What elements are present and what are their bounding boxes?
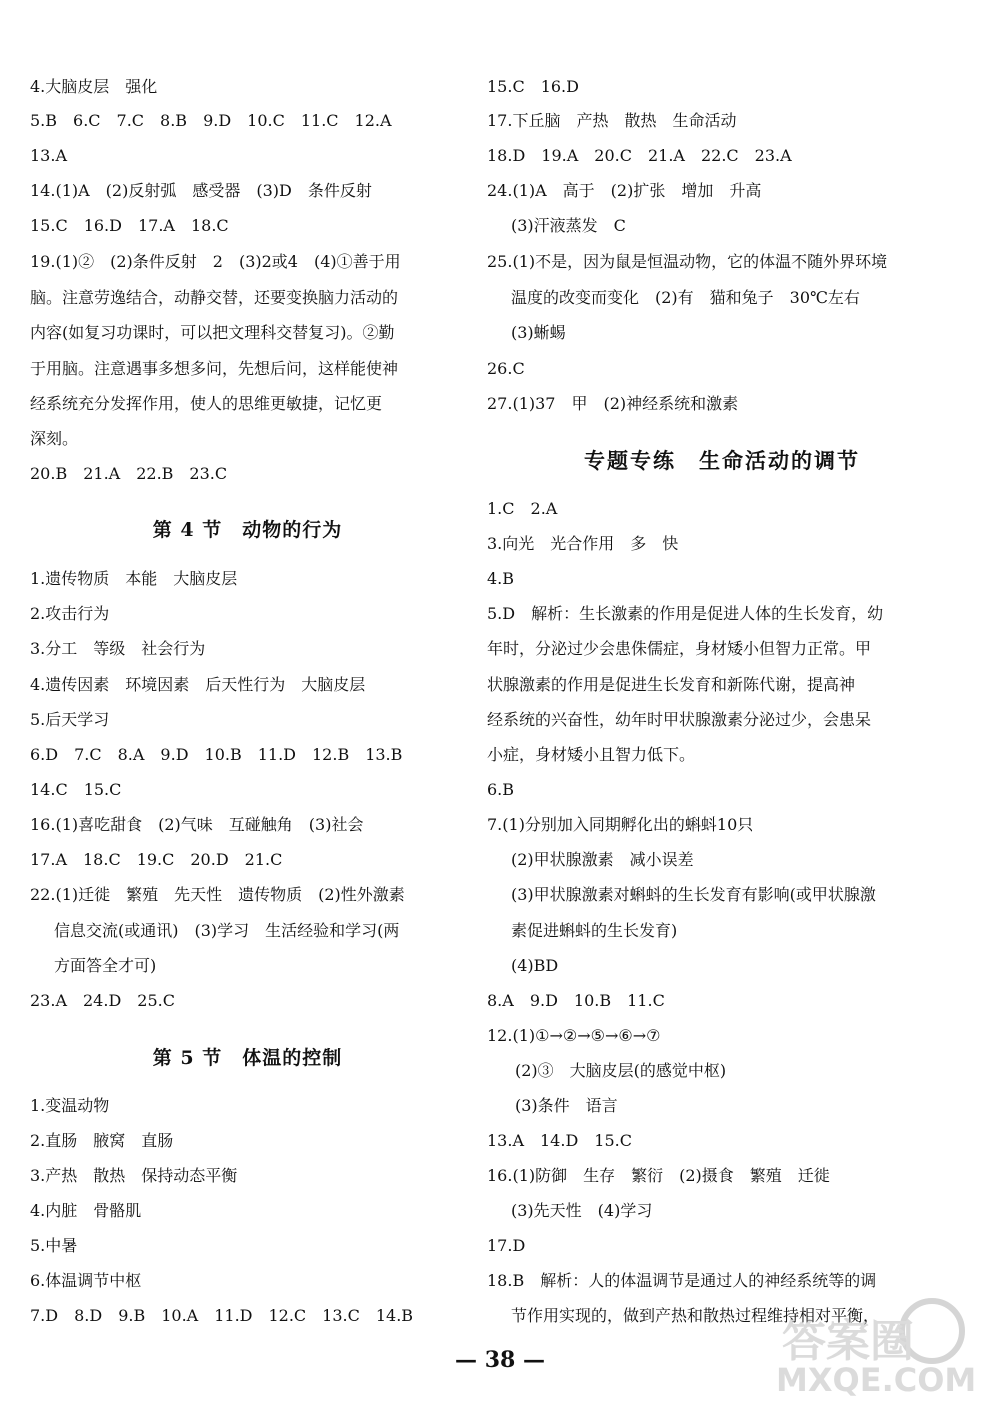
answer-line: 24.(1)A 高于 (2)扩张 增加 升高 (487, 181, 762, 200)
answer-line: 5.中暑 (30, 1236, 78, 1255)
answer-line: 经系统充分发挥作用，使人的思维更敏捷，记忆更 (30, 394, 383, 413)
answer-line: (3)汗液蒸发 C (511, 216, 626, 235)
answer-line: 14.C 15.C (30, 780, 122, 799)
answer-line: 13.A (30, 146, 67, 165)
answer-line: 于用脑。注意遇事多想多问，先想后问，这样能使神 (30, 359, 399, 378)
answer-line: 22.(1)迁徙 繁殖 先天性 遗传物质 (2)性外激素 (30, 885, 405, 904)
answer-line: 1.遗传物质 本能 大脑皮层 (30, 569, 238, 588)
section-title: 第 5 节 体温的控制 (152, 1047, 343, 1069)
answer-line: 3.产热 散热 保持动态平衡 (30, 1166, 238, 1185)
page-number: — 38 — (455, 1347, 545, 1373)
answer-line: 年时，分泌过少会患侏儒症，身材矮小但智力正常。甲 (487, 639, 872, 658)
answer-line: 4.遗传因素 环境因素 后天性行为 大脑皮层 (30, 675, 366, 694)
answer-line: (3)蜥蜴 (511, 323, 566, 342)
answer-line: 17.D (487, 1236, 526, 1255)
answer-line: 深刻。 (30, 429, 79, 448)
answer-line: 3.向光 光合作用 多 快 (487, 534, 679, 553)
answer-line: 20.B 21.A 22.B 23.C (30, 464, 228, 483)
answer-line: (3)甲状腺激素对蝌蚪的生长发育有影响(或甲状腺激 (511, 885, 876, 904)
answer-line: 节作用实现的，做到产热和散热过程维持相对平衡， (511, 1306, 880, 1325)
answer-line: 素促进蝌蚪的生长发育) (511, 921, 678, 940)
answer-line: 18.B 解析：人的体温调节是通过人的神经系统等的调 (487, 1271, 877, 1290)
answer-line: 17.A 18.C 19.C 20.D 21.C (30, 850, 283, 869)
answer-line: 2.直肠 腋窝 直肠 (30, 1131, 174, 1150)
answer-line: 8.A 9.D 10.B 11.C (487, 991, 665, 1010)
watermark-bottom: MXQE.COM (776, 1361, 977, 1399)
answer-line: (2)甲状腺激素 减小误差 (511, 850, 694, 869)
answer-line: 5.B 6.C 7.C 8.B 9.D 10.C 11.C 12.A (30, 111, 392, 130)
answer-line: 经系统的兴奋性，幼年时甲状腺激素分泌过少，会患呆 (487, 710, 872, 729)
answer-line: 26.C (487, 359, 525, 378)
answer-line: 12.(1)①→②→⑤→⑥→⑦ (487, 1026, 661, 1045)
answer-line: 状腺激素的作用是促进生长发育和新陈代谢，提高神 (487, 675, 856, 694)
answer-line: 5.后天学习 (30, 710, 110, 729)
answer-line: 脑。注意劳逸结合，动静交替，还要变换脑力活动的 (30, 288, 399, 307)
watermark-top: 答案圈 (782, 1316, 914, 1367)
answer-line: 13.A 14.D 15.C (487, 1131, 632, 1150)
answer-line: 1.变温动物 (30, 1096, 110, 1115)
answer-line: 23.A 24.D 25.C (30, 991, 175, 1010)
answer-line: 4.大脑皮层 强化 (30, 77, 158, 96)
answer-line: 16.(1)喜吃甜食 (2)气味 互碰触角 (3)社会 (30, 815, 364, 834)
answer-line: 温度的改变而变化 (2)有 猫和兔子 30℃左右 (511, 288, 860, 307)
answer-line: 6.B (487, 780, 515, 799)
answer-line: (4)BD (511, 956, 559, 975)
answer-line: 25.(1)不是，因为鼠是恒温动物，它的体温不随外界环境 (487, 252, 888, 271)
answer-line: 6.体温调节中枢 (30, 1271, 142, 1290)
answer-line: 18.D 19.A 20.C 21.A 22.C 23.A (487, 146, 792, 165)
answer-line: 16.(1)防御 生存 繁衍 (2)摄食 繁殖 迁徙 (487, 1166, 830, 1185)
answer-line: 7.(1)分别加入同期孵化出的蝌蚪10只 (487, 815, 754, 834)
answer-line: 15.C 16.D 17.A 18.C (30, 216, 229, 235)
answer-line: 内容(如复习功课时，可以把文理科交替复习)。②勤 (30, 323, 395, 342)
answer-line: 14.(1)A (2)反射弧 感受器 (3)D 条件反射 (30, 181, 372, 200)
answer-line: 27.(1)37 甲 (2)神经系统和激素 (487, 394, 739, 413)
section-title: 专题专练 生命活动的调节 (584, 448, 860, 473)
answer-line: 3.分工 等级 社会行为 (30, 639, 206, 658)
answer-line: 2.攻击行为 (30, 604, 110, 623)
answer-line: 4.内脏 骨骼肌 (30, 1201, 142, 1220)
answer-line: 6.D 7.C 8.A 9.D 10.B 11.D 12.B 13.B (30, 745, 403, 764)
answer-line: 1.C 2.A (487, 499, 558, 518)
answer-line: 17.下丘脑 产热 散热 生命活动 (487, 111, 737, 130)
answer-line: 19.(1)② (2)条件反射 2 (3)2或4 (4)①善于用 (30, 252, 401, 271)
answer-line: 4.B (487, 569, 515, 588)
answer-line: 信息交流(或通讯) (3)学习 生活经验和学习(两 (54, 921, 400, 940)
watermark-logo (742, 1293, 982, 1403)
answer-line: (3)条件 语言 (515, 1096, 618, 1115)
answer-line: 小症，身材矮小且智力低下。 (487, 745, 696, 764)
answer-line: 15.C 16.D (487, 77, 579, 96)
answer-line: 5.D 解析：生长激素的作用是促进人体的生长发育，幼 (487, 604, 884, 623)
answer-line: 方面答全才可) (54, 956, 157, 975)
section-title: 第 4 节 动物的行为 (152, 519, 343, 541)
answer-line: 7.D 8.D 9.B 10.A 11.D 12.C 13.C 14.B (30, 1306, 414, 1325)
answer-line: (2)③ 大脑皮层(的感觉中枢) (515, 1061, 727, 1080)
answer-line: (3)先天性 (4)学习 (511, 1201, 653, 1220)
